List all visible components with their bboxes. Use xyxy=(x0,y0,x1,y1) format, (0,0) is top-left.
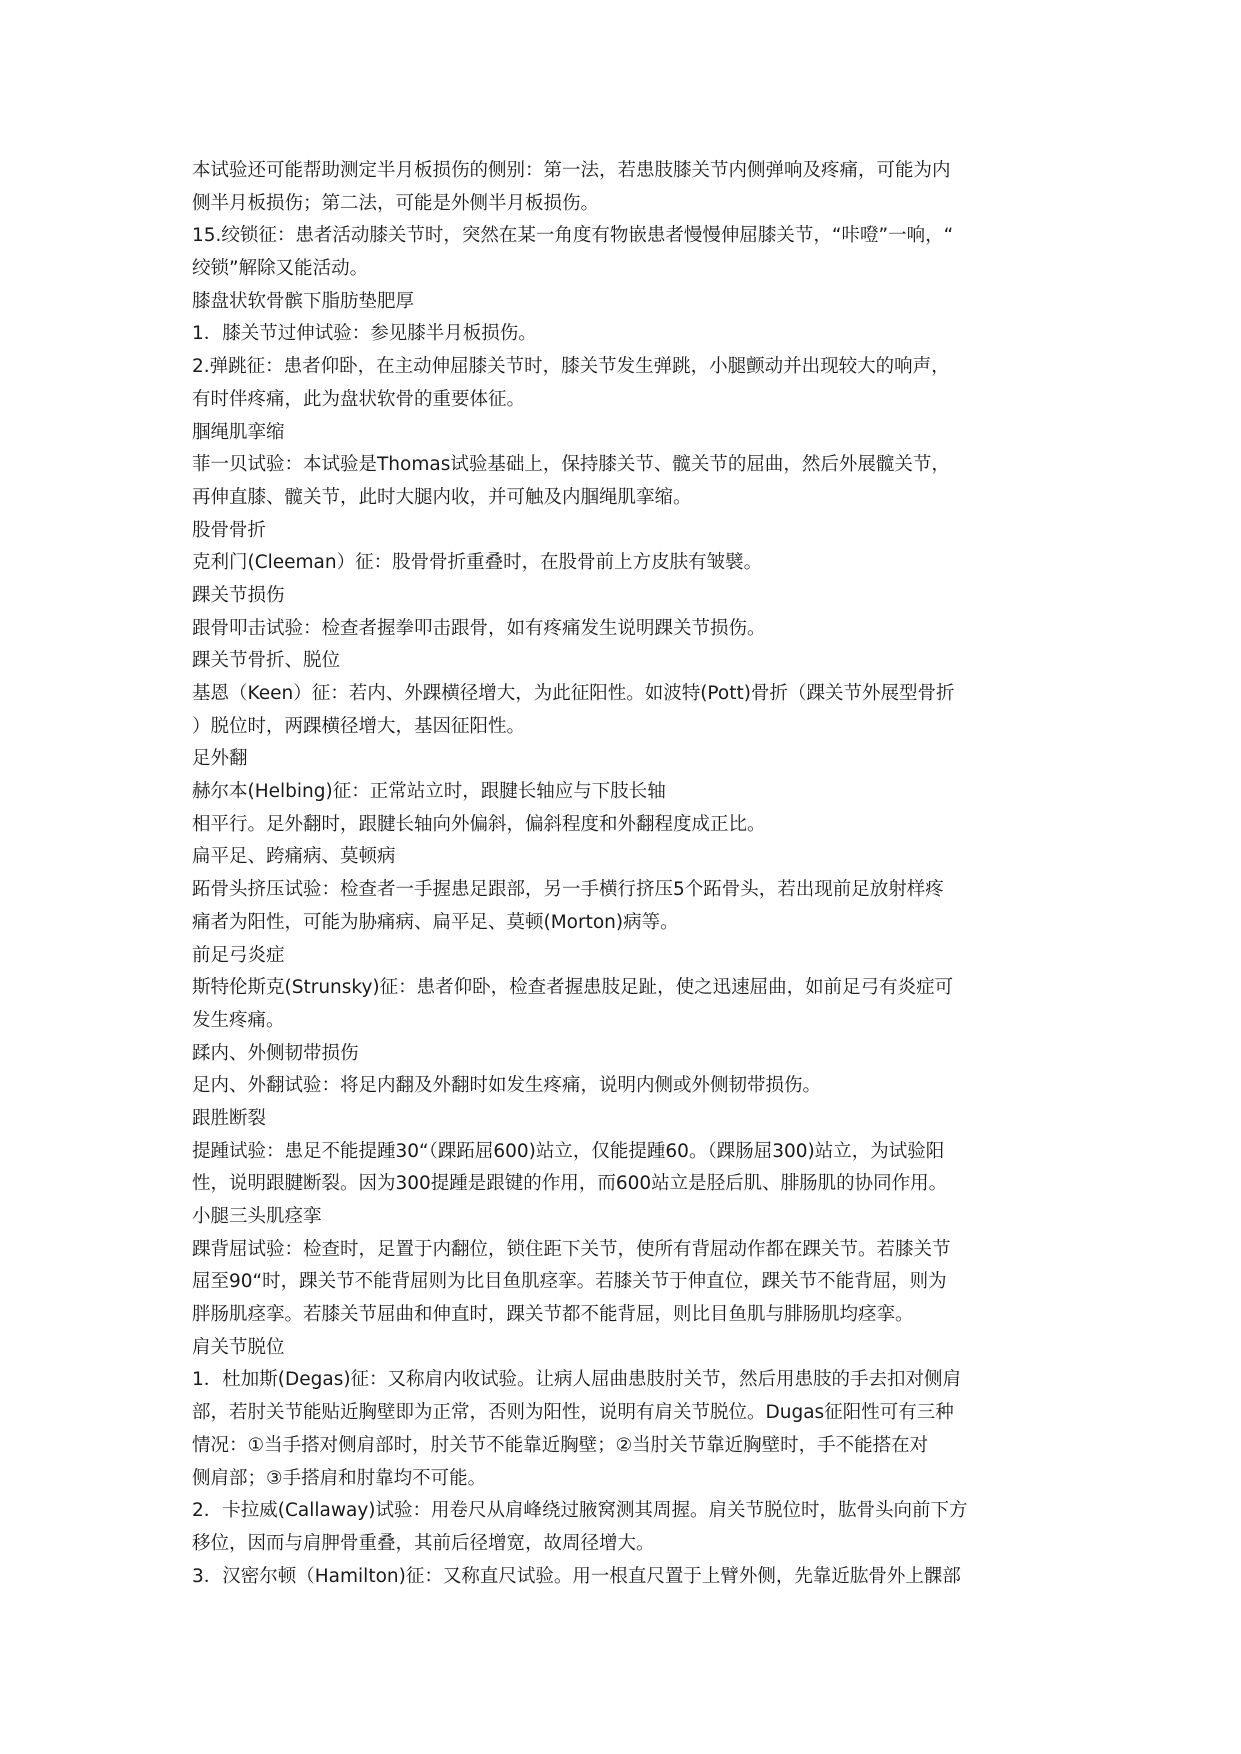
text-line: 克利门(Cleeman）征：股骨骨折重叠时，在股骨前上方皮肤有皱襞。 xyxy=(192,552,763,574)
text-line: 侧半月板损伤；第二法，可能是外侧半月板损伤。 xyxy=(192,192,600,214)
section-heading: 膝盘状软骨髌下脂肪垫肥厚 xyxy=(192,290,415,312)
text-line: 移位，因而与肩胛骨重叠，其前后径增宽，故周径增大。 xyxy=(192,1532,655,1554)
text-line: 痛者为阳性，可能为胁痛病、扁平足、莫顿(Morton)病等。 xyxy=(192,911,679,933)
text-line: 胖肠肌痉挛。若膝关节屈曲和伸直时，踝关节都不能背屈，则比目鱼肌与腓肠肌均痉挛。 xyxy=(192,1304,914,1326)
text-line: 提踵试验：患足不能提踵30“（踝跖屈600)站立，仅能提踵60。（踝肠屈300)站立，为试验阳 xyxy=(192,1140,945,1162)
text-line: 菲一贝试验：本试验是Thomas试验基础上，保持膝关节、髋关节的屈曲，然后外展髋关节， xyxy=(192,454,950,476)
text-line: ）脱位时，两踝横径增大，基因征阳性。 xyxy=(192,715,526,737)
text-line: 跖骨头挤压试验：检查者一手握患足跟部，另一手横行挤压5个跖骨头，若出现前足放射样疼 xyxy=(192,879,944,901)
text-line: 足内、外翻试验：将足内翻及外翻时如发生疼痛，说明内侧或外侧韧带损伤。 xyxy=(192,1075,822,1097)
text-line: 2.弹跳征：患者仰卧，在主动伸屈膝关节时，膝关节发生弹跳，小腿颤动并出现较大的响声， xyxy=(192,356,950,378)
text-line: 部，若肘关节能贴近胸壁即为正常，否则为阳性，说明有肩关节脱位。Dugas征阳性可有三种 xyxy=(192,1402,954,1424)
text-line: 1．膝关节过伸试验：参见膝半月板损伤。 xyxy=(192,323,537,345)
text-line: 屈至90“时，踝关节不能背屈则为比目鱼肌痉挛。若膝关节于伸直位，踝关节不能背屈，则为 xyxy=(192,1271,947,1293)
document-body xyxy=(192,155,1052,1593)
text-line: 性，说明跟腱断裂。因为300提踵是跟键的作用，而600站立是胫后肌、腓肠肌的协同作用。 xyxy=(192,1173,948,1195)
section-heading: 足外翻 xyxy=(192,748,248,770)
text-line: 1．杜加斯(Degas)征：又称肩内收试验。让病人屈曲患肢肘关节，然后用患肢的手去扣对侧肩 xyxy=(192,1369,962,1391)
section-heading: 前足弓炎症 xyxy=(192,944,285,966)
text-line: 斯特伦斯克(Strunsky)征：患者仰卧，检查者握患肢足趾，使之迅速屈曲，如前足弓有炎症可 xyxy=(192,977,954,999)
text-line: 15.绞锁征：患者活动膝关节时，突然在某一角度有物嵌患者慢慢伸屈膝关节，“咔噔”一响，“ xyxy=(192,225,954,247)
section-heading: 踝关节损伤 xyxy=(192,584,285,606)
section-heading: 小腿三头肌痉挛 xyxy=(192,1206,322,1227)
text-line: 3．汉密尔顿（Hamilton)征：又称直尺试验。用一根直尺置于上臂外侧，先靠近肱骨外上髁部 xyxy=(192,1565,961,1587)
text-line: 本试验还可能帮助测定半月板损伤的侧别：第一法，若患肢膝关节内侧弹响及疼痛，可能为内 xyxy=(192,160,951,181)
section-heading: 踝关节骨折、脱位 xyxy=(192,650,341,672)
text-line: 2．卡拉威(Callaway)试验：用卷尺从肩峰绕过腋窝测其周握。肩关节脱位时，肱骨头向前下方 xyxy=(192,1500,968,1522)
section-heading: 跟胜断裂 xyxy=(192,1107,267,1129)
text-line: 绞锁”解除又能活动。 xyxy=(192,258,369,280)
section-heading: 股骨骨折 xyxy=(192,519,267,541)
section-heading: 腘绳肌挛缩 xyxy=(192,421,285,443)
text-line: 再伸直膝、髋关节，此时大腿内收，并可触及内腘绳肌挛缩。 xyxy=(192,486,692,508)
text-line: 赫尔本(Helbing)征：正常站立时，跟腱长轴应与下肢长轴 xyxy=(192,781,666,803)
text-line: 发生疼痛。 xyxy=(192,1009,285,1031)
text-line: 侧肩部；③手搭肩和肘靠均不可能。 xyxy=(192,1467,487,1489)
text-line: 相平行。足外翻时，跟腱长轴向外偏斜，偏斜程度和外翻程度成正比。 xyxy=(192,813,766,835)
text-line: 跟骨叩击试验：检查者握拳叩击跟骨，如有疼痛发生说明踝关节损伤。 xyxy=(192,617,766,639)
section-heading: 蹂内、外侧韧带损伤 xyxy=(192,1042,359,1064)
text-line: 有时伴疼痛，此为盘状软骨的重要体征。 xyxy=(192,388,526,410)
text-line: 踝背屈试验：检查时，足置于内翻位，锁住距下关节，使所有背屈动作都在踝关节。若膝关节 xyxy=(192,1238,951,1260)
text-line: 情况：①当手搭对侧肩部时，肘关节不能靠近胸壁；②当肘关节靠近胸壁时，手不能搭在对 xyxy=(192,1434,929,1456)
section-heading: 肩关节脱位 xyxy=(192,1336,285,1358)
text-line: 基恩（Keen）征：若内、外踝横径增大，为此征阳性。如波特(Pott)骨折（踝关节外展型骨折 xyxy=(192,683,955,704)
section-heading: 扁平足、跨痛病、莫顿病 xyxy=(192,846,396,868)
